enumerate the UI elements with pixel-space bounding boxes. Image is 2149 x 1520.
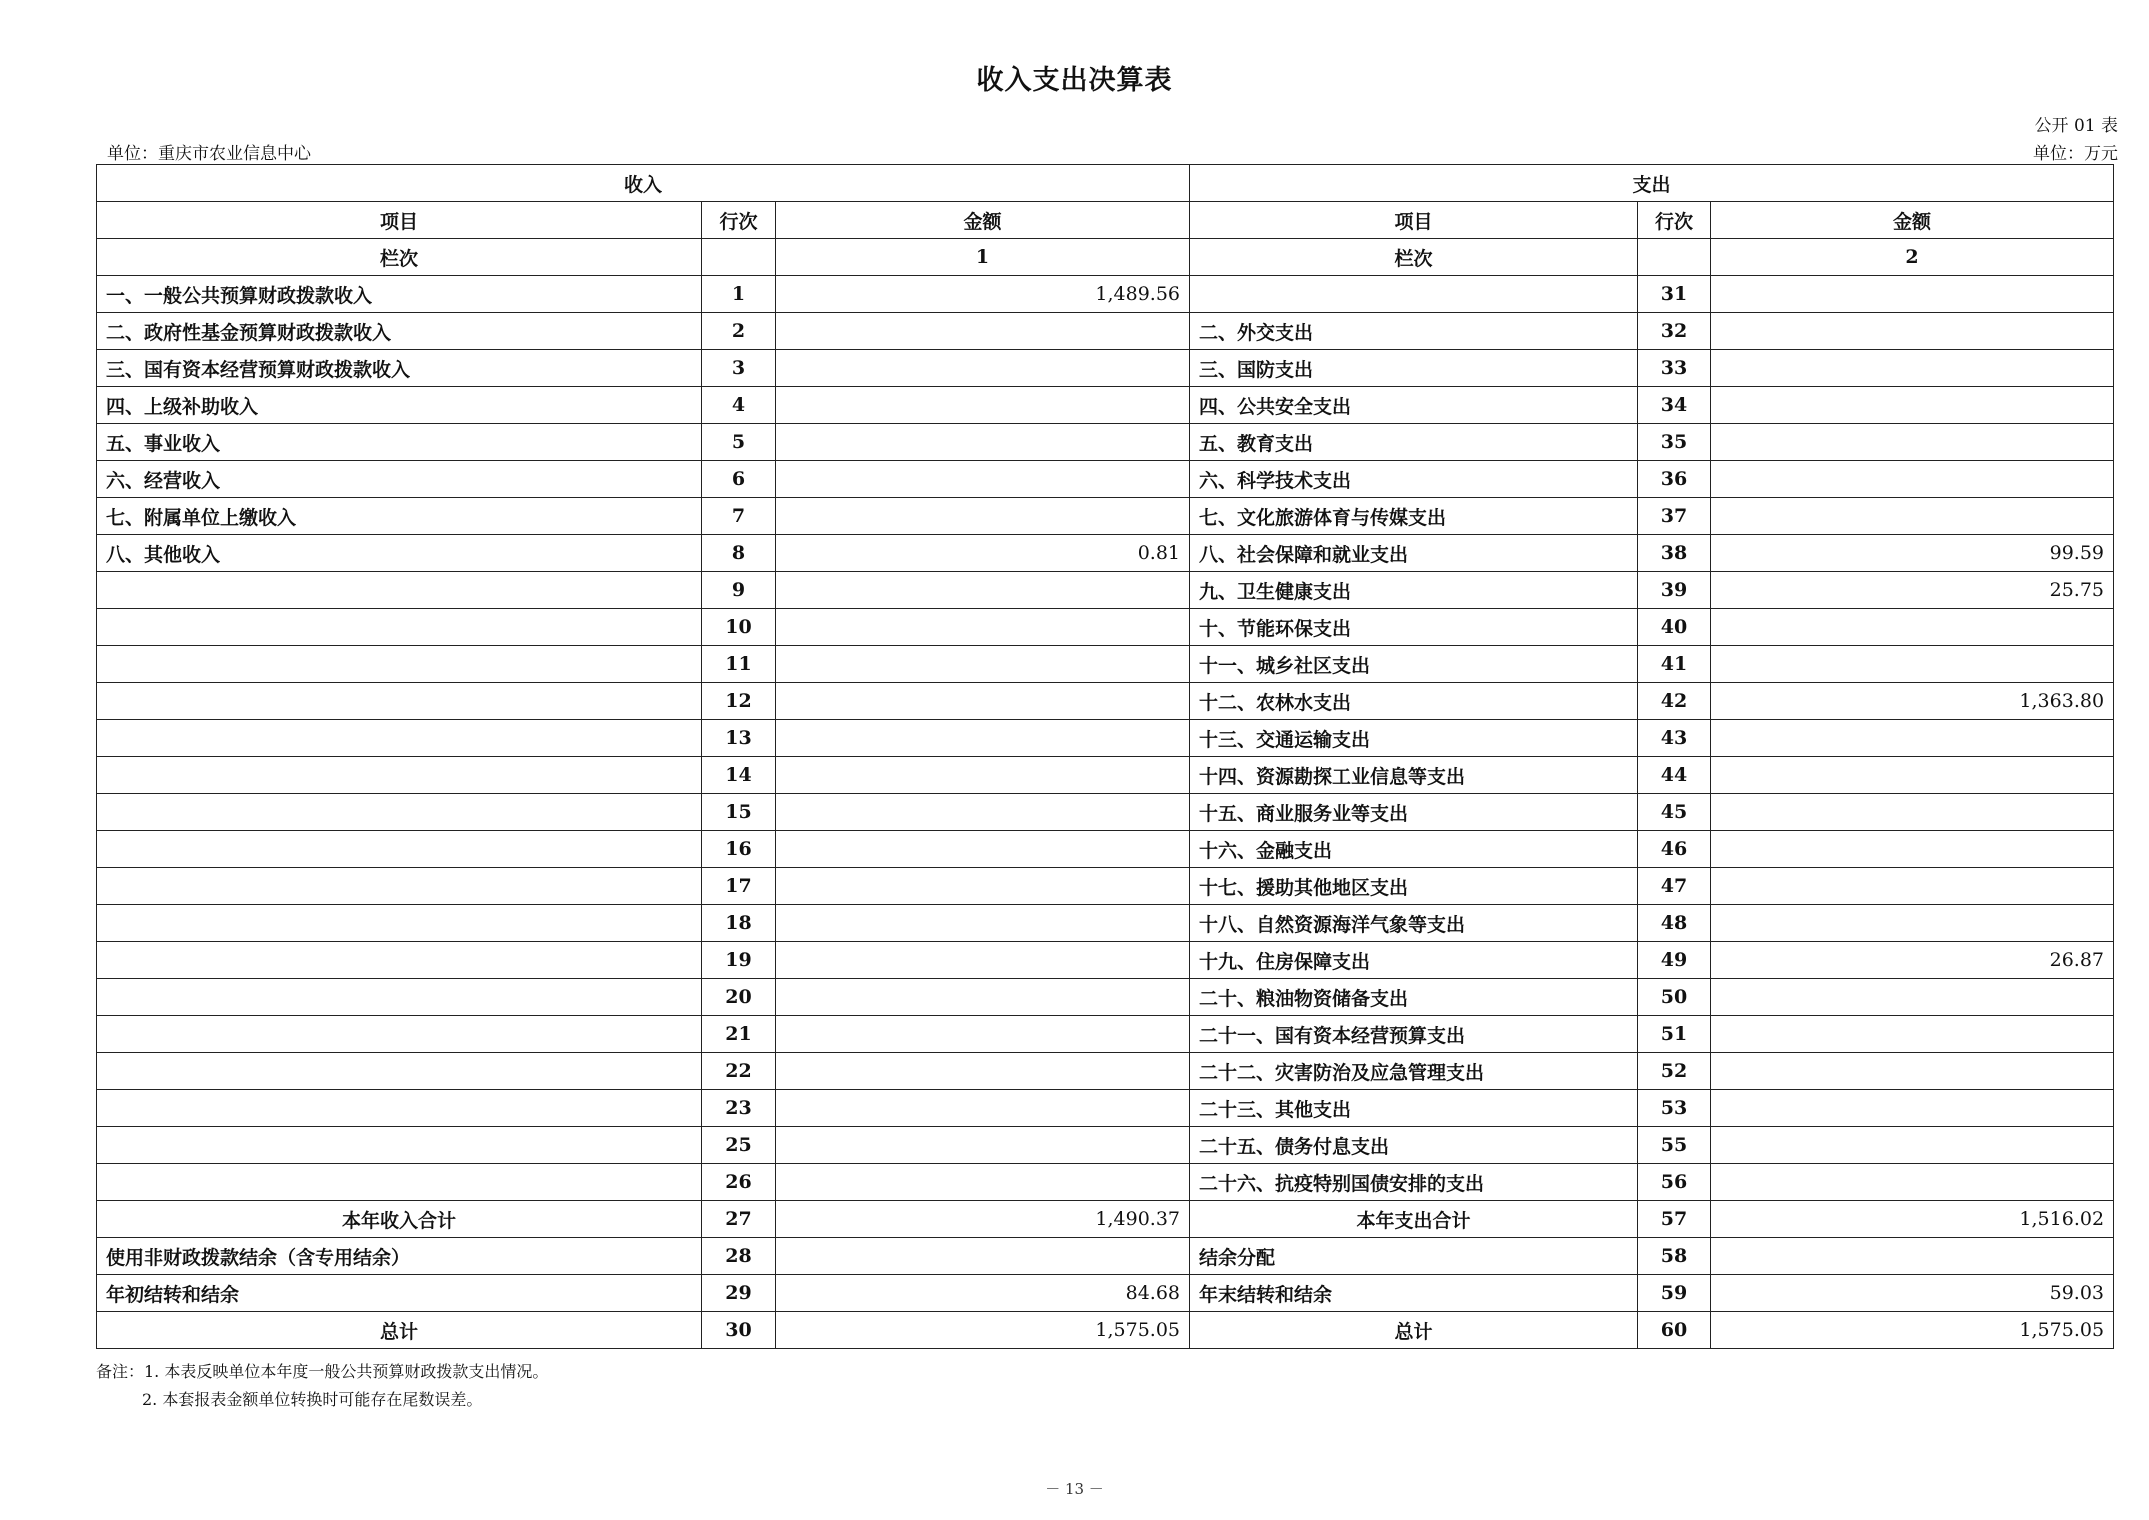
income-line-cell: 22 (702, 1053, 776, 1090)
income-item-cell: 八、其他收入 (97, 535, 702, 572)
income-line-cell: 26 (702, 1164, 776, 1201)
section-header-row (97, 165, 2114, 202)
income-line-cell: 27 (702, 1201, 776, 1238)
expense-item-cell: 九、卫生健康支出 (1190, 572, 1638, 609)
expense-item-cell: 年末结转和结余 (1190, 1275, 1638, 1312)
income-amount-cell: 0.81 (776, 535, 1190, 572)
income-expense-table (96, 164, 2114, 1349)
income-line-cell: 1 (702, 276, 776, 313)
expense-line-cell: 44 (1638, 757, 1711, 794)
expense-item-cell: 二十一、国有资本经营预算支出 (1190, 1016, 1638, 1053)
income-amount-cell (776, 794, 1190, 831)
expense-amount-cell (1711, 461, 2114, 498)
income-amount-cell (776, 424, 1190, 461)
income-amount-cell (776, 1127, 1190, 1164)
income-item-cell (97, 1164, 702, 1201)
expense-line-cell: 40 (1638, 609, 1711, 646)
expense-line-cell: 45 (1638, 794, 1711, 831)
expense-column-label: 栏次 (1190, 239, 1638, 276)
table-row (97, 1090, 2114, 1127)
income-item-header: 项目 (97, 202, 702, 239)
expense-amount-header: 金额 (1711, 202, 2114, 239)
income-amount-cell (776, 572, 1190, 609)
income-line-cell: 28 (702, 1238, 776, 1275)
income-item-cell (97, 572, 702, 609)
income-line-cell: 17 (702, 868, 776, 905)
expense-item-cell: 二十三、其他支出 (1190, 1090, 1638, 1127)
reporting-unit: 单位：重庆市农业信息中心 (107, 144, 311, 164)
expense-amount-cell (1711, 609, 2114, 646)
expense-item-cell: 十九、住房保障支出 (1190, 942, 1638, 979)
table-row (97, 1238, 2114, 1275)
income-line-cell: 15 (702, 794, 776, 831)
income-line-cell: 16 (702, 831, 776, 868)
table-row (97, 683, 2114, 720)
expense-line-cell: 39 (1638, 572, 1711, 609)
income-line-cell: 11 (702, 646, 776, 683)
income-amount-cell (776, 350, 1190, 387)
income-item-cell (97, 646, 702, 683)
table-row (97, 1053, 2114, 1090)
income-line-cell: 9 (702, 572, 776, 609)
expense-item-cell: 十二、农林水支出 (1190, 683, 1638, 720)
expense-amount-cell: 1,516.02 (1711, 1201, 2114, 1238)
table-row (97, 276, 2114, 313)
income-amount-cell (776, 905, 1190, 942)
income-line-cell: 6 (702, 461, 776, 498)
expense-line-cell: 43 (1638, 720, 1711, 757)
page-number: － 13 － (1045, 1480, 1104, 1498)
income-column-label: 栏次 (97, 239, 702, 276)
income-item-cell (97, 609, 702, 646)
column-header-row (97, 202, 2114, 239)
income-line-cell: 13 (702, 720, 776, 757)
expense-amount-cell: 25.75 (1711, 572, 2114, 609)
expense-item-cell: 十一、城乡社区支出 (1190, 646, 1638, 683)
income-line-cell: 23 (702, 1090, 776, 1127)
income-item-cell (97, 942, 702, 979)
table-row (97, 1275, 2114, 1312)
income-line-header: 行次 (702, 202, 776, 239)
table-row (97, 350, 2114, 387)
table-row (97, 757, 2114, 794)
income-amount-cell (776, 1090, 1190, 1127)
expense-section-header: 支出 (1190, 165, 2114, 202)
income-item-cell (97, 1053, 702, 1090)
expense-item-cell: 十四、资源勘探工业信息等支出 (1190, 757, 1638, 794)
expense-line-cell: 31 (1638, 276, 1711, 313)
expense-amount-cell (1711, 387, 2114, 424)
income-amount-cell (776, 979, 1190, 1016)
income-amount-cell (776, 646, 1190, 683)
expense-amount-cell (1711, 979, 2114, 1016)
income-amount-cell (776, 942, 1190, 979)
expense-line-cell: 41 (1638, 646, 1711, 683)
expense-item-cell: 八、社会保障和就业支出 (1190, 535, 1638, 572)
income-line-cell: 3 (702, 350, 776, 387)
expense-line-cell: 51 (1638, 1016, 1711, 1053)
expense-line-cell: 46 (1638, 831, 1711, 868)
income-amount-cell: 1,575.05 (776, 1312, 1190, 1349)
expense-line-cell: 35 (1638, 424, 1711, 461)
expense-amount-cell (1711, 831, 2114, 868)
expense-item-cell: 二十、粮油物资储备支出 (1190, 979, 1638, 1016)
expense-amount-cell (1711, 1090, 2114, 1127)
income-item-cell: 四、上级补助收入 (97, 387, 702, 424)
expense-item-cell (1190, 276, 1638, 313)
table-row (97, 646, 2114, 683)
expense-item-cell: 十八、自然资源海洋气象等支出 (1190, 905, 1638, 942)
expense-item-cell: 本年支出合计 (1190, 1201, 1638, 1238)
expense-amount-cell (1711, 1016, 2114, 1053)
table-row (97, 831, 2114, 868)
income-section-header: 收入 (97, 165, 1190, 202)
expense-item-cell: 二、外交支出 (1190, 313, 1638, 350)
income-line-cell: 5 (702, 424, 776, 461)
expense-column-number: 2 (1711, 239, 2114, 276)
income-item-cell: 使用非财政拨款结余（含专用结余） (97, 1238, 702, 1275)
income-line-cell: 4 (702, 387, 776, 424)
expense-line-cell: 56 (1638, 1164, 1711, 1201)
expense-item-cell: 总计 (1190, 1312, 1638, 1349)
expense-line-cell: 57 (1638, 1201, 1711, 1238)
expense-item-cell: 五、教育支出 (1190, 424, 1638, 461)
income-amount-cell: 84.68 (776, 1275, 1190, 1312)
expense-line-cell: 47 (1638, 868, 1711, 905)
expense-item-cell: 二十二、灾害防治及应急管理支出 (1190, 1053, 1638, 1090)
expense-line-cell: 55 (1638, 1127, 1711, 1164)
table-row (97, 535, 2114, 572)
table-row (97, 498, 2114, 535)
expense-line-cell: 38 (1638, 535, 1711, 572)
expense-amount-cell (1711, 646, 2114, 683)
expense-line-cell: 36 (1638, 461, 1711, 498)
income-item-cell: 三、国有资本经营预算财政拨款收入 (97, 350, 702, 387)
income-amount-cell (776, 461, 1190, 498)
expense-amount-cell (1711, 313, 2114, 350)
expense-amount-cell (1711, 350, 2114, 387)
income-item-cell (97, 683, 702, 720)
income-amount-cell (776, 1053, 1190, 1090)
expense-amount-cell (1711, 868, 2114, 905)
income-item-cell: 年初结转和结余 (97, 1275, 702, 1312)
expense-amount-cell (1711, 498, 2114, 535)
table-row (97, 461, 2114, 498)
expense-line-cell: 53 (1638, 1090, 1711, 1127)
expense-amount-cell: 1,575.05 (1711, 1312, 2114, 1349)
expense-amount-cell: 99.59 (1711, 535, 2114, 572)
table-row (97, 1201, 2114, 1238)
expense-item-cell: 四、公共安全支出 (1190, 387, 1638, 424)
income-line-cell: 19 (702, 942, 776, 979)
income-line-cell: 21 (702, 1016, 776, 1053)
table-row (97, 1127, 2114, 1164)
income-item-cell (97, 1016, 702, 1053)
income-amount-cell (776, 498, 1190, 535)
expense-line-cell: 33 (1638, 350, 1711, 387)
income-line-blank (702, 239, 776, 276)
table-row (97, 905, 2114, 942)
income-item-cell (97, 868, 702, 905)
expense-line-blank (1638, 239, 1711, 276)
table-row (97, 424, 2114, 461)
expense-line-cell: 52 (1638, 1053, 1711, 1090)
income-line-cell: 7 (702, 498, 776, 535)
income-item-cell (97, 794, 702, 831)
income-line-cell: 14 (702, 757, 776, 794)
income-item-cell (97, 1090, 702, 1127)
table-row (97, 979, 2114, 1016)
income-line-cell: 20 (702, 979, 776, 1016)
expense-amount-cell (1711, 424, 2114, 461)
income-amount-cell (776, 1164, 1190, 1201)
expense-line-cell: 58 (1638, 1238, 1711, 1275)
income-item-cell: 一、一般公共预算财政拨款收入 (97, 276, 702, 313)
expense-line-cell: 59 (1638, 1275, 1711, 1312)
table-row (97, 942, 2114, 979)
expense-amount-cell (1711, 1164, 2114, 1201)
income-amount-cell: 1,490.37 (776, 1201, 1190, 1238)
expense-item-cell: 六、科学技术支出 (1190, 461, 1638, 498)
income-item-cell: 总计 (97, 1312, 702, 1349)
income-amount-cell (776, 609, 1190, 646)
income-amount-cell: 1,489.56 (776, 276, 1190, 313)
expense-line-cell: 49 (1638, 942, 1711, 979)
expense-item-cell: 七、文化旅游体育与传媒支出 (1190, 498, 1638, 535)
expense-line-cell: 42 (1638, 683, 1711, 720)
expense-amount-cell: 59.03 (1711, 1275, 2114, 1312)
expense-item-cell: 十五、商业服务业等支出 (1190, 794, 1638, 831)
table-row (97, 720, 2114, 757)
income-amount-cell (776, 1016, 1190, 1053)
expense-amount-cell (1711, 720, 2114, 757)
expense-line-cell: 32 (1638, 313, 1711, 350)
table-row (97, 572, 2114, 609)
expense-item-cell: 二十五、债务付息支出 (1190, 1127, 1638, 1164)
income-item-cell: 五、事业收入 (97, 424, 702, 461)
expense-item-cell: 十六、金融支出 (1190, 831, 1638, 868)
income-item-cell: 二、政府性基金预算财政拨款收入 (97, 313, 702, 350)
income-line-cell: 12 (702, 683, 776, 720)
form-number: 公开 01 表 (2034, 116, 2118, 136)
income-line-cell: 10 (702, 609, 776, 646)
expense-line-cell: 37 (1638, 498, 1711, 535)
income-item-cell (97, 831, 702, 868)
income-line-cell: 25 (702, 1127, 776, 1164)
expense-line-cell: 50 (1638, 979, 1711, 1016)
expense-line-cell: 34 (1638, 387, 1711, 424)
expense-item-header: 项目 (1190, 202, 1638, 239)
note-2: 2. 本套报表金额单位转换时可能存在尾数误差。 (142, 1390, 483, 1409)
income-item-cell (97, 757, 702, 794)
income-amount-cell (776, 868, 1190, 905)
table-row (97, 313, 2114, 350)
page-title: 收入支出决算表 (976, 65, 1173, 96)
expense-amount-cell: 1,363.80 (1711, 683, 2114, 720)
income-amount-cell (776, 387, 1190, 424)
income-amount-cell (776, 720, 1190, 757)
income-line-cell: 8 (702, 535, 776, 572)
expense-amount-cell (1711, 757, 2114, 794)
expense-item-cell: 十七、援助其他地区支出 (1190, 868, 1638, 905)
income-item-cell: 六、经营收入 (97, 461, 702, 498)
table-row (97, 868, 2114, 905)
income-item-cell (97, 720, 702, 757)
expense-amount-cell: 26.87 (1711, 942, 2114, 979)
notes (96, 1358, 548, 1414)
note-1: 备注：1. 本表反映单位本年度一般公共预算财政拨款支出情况。 (96, 1362, 549, 1381)
column-number-row (97, 239, 2114, 276)
currency-unit: 单位：万元 (2033, 144, 2118, 164)
income-line-cell: 30 (702, 1312, 776, 1349)
table-row (97, 794, 2114, 831)
income-amount-cell (776, 1238, 1190, 1275)
income-amount-cell (776, 757, 1190, 794)
table-row (97, 1164, 2114, 1201)
income-item-cell (97, 979, 702, 1016)
expense-item-cell: 结余分配 (1190, 1238, 1638, 1275)
table-row (97, 1312, 2114, 1349)
table-row (97, 387, 2114, 424)
income-amount-cell (776, 313, 1190, 350)
table-row (97, 1016, 2114, 1053)
table-row (97, 609, 2114, 646)
income-column-number: 1 (776, 239, 1190, 276)
expense-line-header: 行次 (1638, 202, 1711, 239)
expense-item-cell: 三、国防支出 (1190, 350, 1638, 387)
expense-line-cell: 60 (1638, 1312, 1711, 1349)
income-item-cell: 七、附属单位上缴收入 (97, 498, 702, 535)
income-item-cell (97, 1127, 702, 1164)
income-line-cell: 29 (702, 1275, 776, 1312)
expense-amount-cell (1711, 276, 2114, 313)
expense-amount-cell (1711, 905, 2114, 942)
expense-line-cell: 48 (1638, 905, 1711, 942)
income-amount-cell (776, 831, 1190, 868)
income-item-cell (97, 905, 702, 942)
expense-amount-cell (1711, 1127, 2114, 1164)
expense-item-cell: 十、节能环保支出 (1190, 609, 1638, 646)
income-item-cell: 本年收入合计 (97, 1201, 702, 1238)
income-line-cell: 18 (702, 905, 776, 942)
income-line-cell: 2 (702, 313, 776, 350)
income-amount-cell (776, 683, 1190, 720)
expense-amount-cell (1711, 1238, 2114, 1275)
expense-amount-cell (1711, 794, 2114, 831)
expense-item-cell: 十三、交通运输支出 (1190, 720, 1638, 757)
expense-item-cell: 二十六、抗疫特别国债安排的支出 (1190, 1164, 1638, 1201)
income-amount-header: 金额 (776, 202, 1190, 239)
expense-amount-cell (1711, 1053, 2114, 1090)
